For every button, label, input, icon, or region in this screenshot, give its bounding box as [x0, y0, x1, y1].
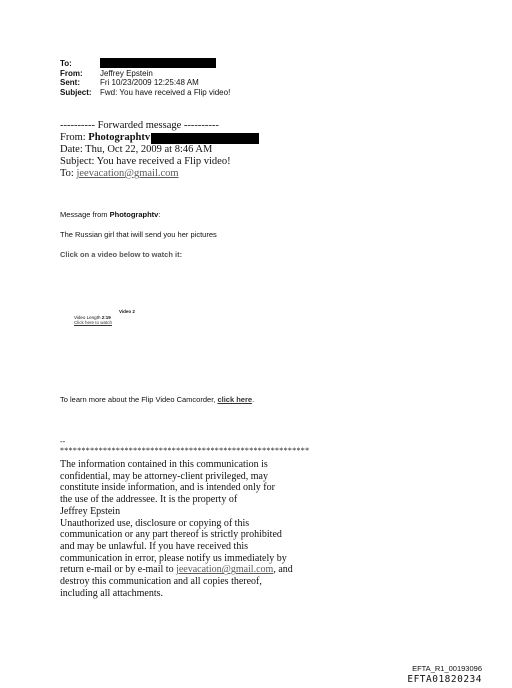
disclaimer-line: The information contained in this communication is: [60, 459, 268, 470]
disclaimer-line: including all attachments.: [60, 587, 164, 599]
sent-label: Sent:: [60, 78, 80, 88]
redaction-box: [151, 133, 259, 144]
forwarded-to-label: To:: [60, 168, 77, 179]
learn-more-line: [60, 395, 254, 404]
disclaimer-line: communication in error, please notify us immediately by: [60, 552, 287, 564]
disclaimer: [60, 459, 360, 599]
disclaimer-line: communication or any part thereof is strictly prohibited: [60, 529, 282, 541]
watch-video-link[interactable]: Click here to watch: [74, 320, 113, 326]
message-from-suffix: :: [158, 210, 161, 219]
header-sent-row: [60, 78, 230, 88]
forwarded-from-row: [60, 132, 259, 144]
forwarded-to-email-link[interactable]: jeevacation@gmail.com: [76, 168, 179, 179]
to-label: To:: [60, 59, 72, 68]
disclaimer-line: Jeffrey Epstein: [60, 505, 121, 517]
from-value: Jeffrey Epstein: [100, 68, 153, 78]
click-instruction: Click on a video below to watch it:: [60, 250, 183, 259]
doc-id-small: EFTA_R1_00193096: [412, 664, 482, 673]
learn-more-text: To learn more about the Flip Video Camcorder,: [60, 395, 218, 404]
video-title: Video 2: [119, 309, 135, 314]
disclaimer-return-line: [60, 564, 360, 576]
forwarded-subject: Subject: You have received a Flip video!: [60, 156, 231, 167]
subject-value: Fwd: You have received a Flip video!: [100, 87, 231, 97]
forwarded-date: Date: Thu, Oct 22, 2009 at 8:46 AM: [60, 144, 213, 155]
forwarded-from-label: From:: [60, 132, 89, 143]
from-label: From:: [60, 68, 83, 78]
header-to-row: [60, 59, 230, 69]
disclaimer-line: confidential, may be attorney-client privileged, may: [60, 470, 268, 482]
return-prefix: return e-mail or by e-mail to: [60, 564, 177, 576]
forwarded-to-row: [60, 168, 259, 180]
learn-more-end: .: [252, 395, 255, 404]
forwarded-divider: ---------- Forwarded message ----------: [60, 120, 219, 131]
email-header: [60, 59, 230, 97]
disclaimer-line: destroy this communication and all copies thereof,: [60, 576, 262, 588]
disclaimer-line: constitute inside information, and is intended only for: [60, 482, 275, 494]
sent-value: Fri 10/23/2009 12:25:48 AM: [100, 78, 199, 88]
video-length-value: 2:19: [101, 314, 111, 320]
doc-id-large: EFTA01820234: [407, 674, 482, 685]
forwarded-message: [60, 120, 259, 180]
message-from-prefix: Message from: [60, 210, 110, 219]
learn-more-link[interactable]: click here: [217, 395, 253, 404]
disclaimer-line: and may be unlawful. If you have received this: [60, 540, 248, 552]
message-from-name: Photographtv: [109, 210, 159, 219]
forwarded-from-name: Photographtv: [88, 132, 151, 143]
video-length-label: Video Length: [74, 314, 102, 320]
message-from-line: [60, 210, 160, 219]
disclaimer-line: Unauthorized use, disclosure or copying of this: [60, 517, 250, 529]
signature-dash: --: [60, 437, 66, 446]
return-suffix: , and: [273, 564, 293, 576]
disclaimer-line: the use of the addressee. It is the property of: [60, 494, 238, 506]
video-entry: [74, 309, 135, 326]
redaction-box: [100, 58, 216, 68]
header-subject-row: [60, 88, 230, 98]
subject-label: Subject:: [60, 87, 92, 97]
disclaimer-email-link[interactable]: jeevacation@gmail.com: [176, 564, 274, 576]
header-from-row: [60, 69, 230, 79]
message-body: The Russian girl that iwill send you her pictures: [60, 230, 217, 239]
signature-stars: **********************************************************: [60, 446, 310, 455]
